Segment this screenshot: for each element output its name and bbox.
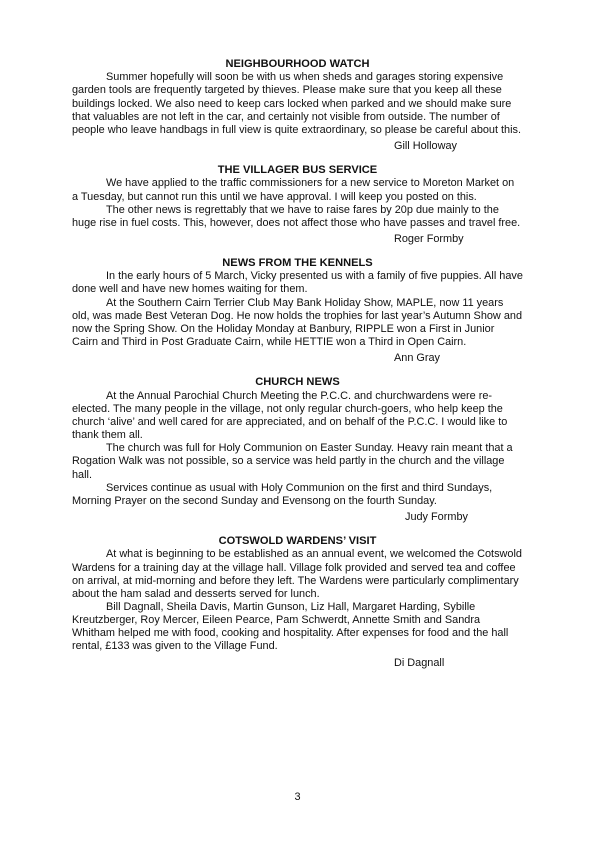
section-heading: COTSWOLD WARDENS’ VISIT — [218, 535, 377, 548]
section-heading: THE VILLAGER BUS SERVICE — [217, 164, 378, 177]
author-signature: Gill Holloway — [394, 139, 457, 152]
paragraph: We have applied to the traffic commissioners for a new service to Moreton Market on a Tuesday, but cannot run this until we have approval. I will keep you posted on this. — [72, 177, 515, 203]
section-heading: NEWS FROM THE KENNELS — [222, 257, 373, 270]
section-heading: NEIGHBOURHOOD WATCH — [225, 58, 370, 70]
section-neighbourhood-watch — [72, 58, 523, 153]
section-villager-bus-service — [72, 164, 523, 246]
section-church-news — [72, 376, 523, 524]
author-signature: Judy Formby — [405, 511, 468, 524]
paragraph: The church was full for Holy Communion on Easter Sunday. Heavy rain meant that a Rogation Walk was not possible, so a service was held partly in the church and the village hall. — [72, 442, 513, 481]
paragraph: Summer hopefully will soon be with us when sheds and garages storing expensive garden tools are frequently targeted by thieves. Please make sure that you keep all these buildings locked. We also need to keep cars locked when parked and we should make sure that valuables are not left in the car, and certainly not visible from outside. The number of people who leave handbags in full view is quite extraordinary, so please be careful about this. — [72, 71, 522, 136]
paragraph: At the Annual Parochial Church Meeting the P.C.C. and churchwardens were re-elected. The many people in the village, not only regular church-goers, who help keep the church ‘alive’ and well cared for are appreciated, and on behalf of the P.C.C. I would like to thank them all. — [72, 389, 508, 442]
section-cotswold-wardens-visit — [72, 535, 523, 670]
author-signature: Di Dagnall — [394, 656, 445, 669]
page-number: 3 — [294, 791, 301, 803]
paragraph: The other news is regrettably that we have to raise fares by 20p due mainly to the huge rise in fuel costs. This, however, does not affect those who have passes and travel free. — [72, 203, 521, 229]
paragraph: Services continue as usual with Holy Communion on the first and third Sundays, Morning Prayer on the second Sunday and Evensong on the fourth Sunday. — [72, 481, 493, 507]
paragraph: Bill Dagnall, Sheila Davis, Martin Gunson, Liz Hall, Margaret Harding, Sybille Kreutzberger, Roy Mercer, Eileen Pearce, Pam Schwerdt, Annette Smith and Sandra Whitham helped me with food, cooking and hospitality. After expenses for food and the hall rental, £133 was given to the Village Fund. — [72, 601, 509, 653]
author-signature: Ann Gray — [394, 352, 441, 365]
section-heading: CHURCH NEWS — [255, 376, 340, 389]
paragraph: At the Southern Cairn Terrier Club May Bank Holiday Show, MAPLE, now 11 years old, was made Best Veteran Dog. He now holds the trophies for last year’s Autumn Show and now the Spring Show. On the Holiday Monday at Banbury, RIPPLE won a First in Junior Cairn and Third in Post Graduate Cairn, while HETTIE won a Third in Open Cairn. — [72, 296, 522, 349]
section-news-from-the-kennels — [72, 257, 523, 365]
paragraph: In the early hours of 5 March, Vicky presented us with a family of five puppies. All have done well and have new homes waiting for them. — [72, 270, 523, 296]
newsletter-page-content — [72, 58, 523, 670]
author-signature: Roger Formby — [394, 232, 464, 245]
paragraph: At what is beginning to be established as an annual event, we welcomed the Cotswold Wardens for a training day at the village hall. Village folk provided and served tea and coffee on arrival, at mid-morning and before they left. The Wardens were particularly complimentary about the ham salad and desserts served for lunch. — [72, 548, 522, 600]
